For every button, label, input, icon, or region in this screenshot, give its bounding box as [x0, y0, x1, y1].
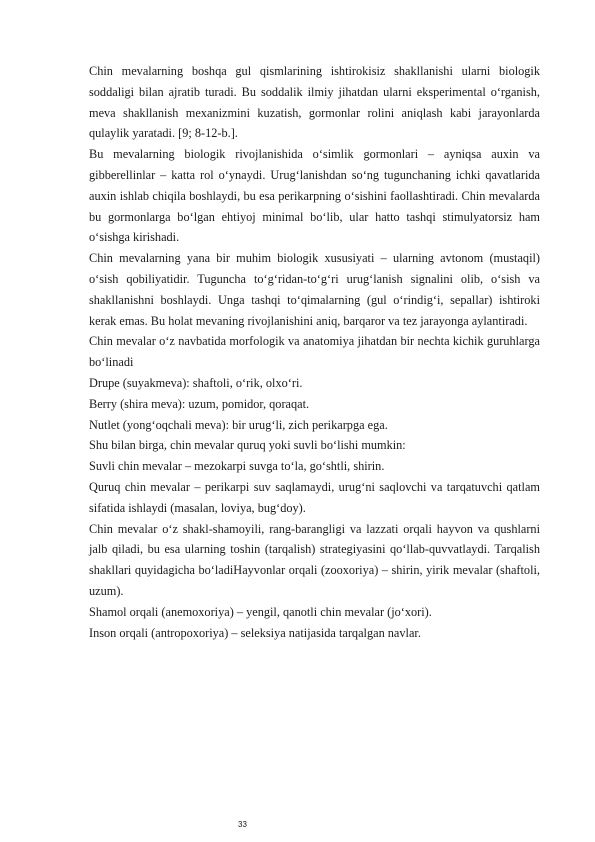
list-item-juicy: Suvli chin mevalar – mezokarpi suvga to‘la, go‘shtli, shirin.: [89, 459, 385, 474]
list-item-human: Inson orqali (antropoxoriya) – seleksiya natijasida tarqalgan navlar.: [89, 625, 421, 640]
paragraph-1: Chin mevalarning boshqa gul qismlarining ishtirokisiz shakllanishi ularni biologik soddaligi bilan ajratib turadi. Bu soddalik ilmiy jihatdan ularni eksperimental o‘rganish, meva shakllanish mexanizmini kuzatish, gormonlar rolini aniqlash kabi jarayonlarda qulaylik yaratadi. [9; 8-12-b.].: [89, 64, 540, 141]
paragraph-3: Chin mevalarning yana bir muhim biologik xususiyati – ularning avtonom (mustaqil) o‘sish qobiliyatidir. Tuguncha to‘g‘ridan-to‘g‘ri urug‘lanish signalini olib, o‘sish va shakllanishni boshlaydi. Unga tashqi to‘qimalarning (gul o‘rindig‘i, sepallar) ishtiroki kerak emas. Bu holat mevaning rivojlanishini aniq, barqaror va tez jarayonga aylantiradi.: [89, 251, 540, 328]
list-item-nutlet: Nutlet (yong‘oqchali meva): bir urug‘li, zich perikarpga ega.: [89, 417, 388, 432]
paragraph-2: Bu mevalarning biologik rivojlanishida o‘simlik gormonlari – ayniqsa auxin va gibberellinlar – katta rol o‘ynaydi. Urug‘lanishdan so‘ng tugunchaning ichki qavatlarida auxin ishlab chiqila boshlaydi, bu esa perikarpning o‘sishini faollashtiradi. Chin mevalarda bu gormonlarga bo‘lgan ehtiyoj minimal bo‘lib, ular hatto tashqi stimulyatorsiz ham o‘sishga kirishadi.: [89, 147, 540, 245]
page-number: 33: [238, 820, 247, 829]
list-item-wind: Shamol orqali (anemoxoriya) – yengil, qanotli chin mevalar (jo‘xori).: [89, 604, 432, 619]
page-body: [89, 61, 540, 643]
paragraph-dispersal: Chin mevalar o‘z shakl-shamoyili, rang-barangligi va lazzati orqali hayvon va qushlarni jalb qiladi, bu esa ularning toshin (tarqalish) strategiyasini qo‘llab-quvvatlaydi. Tarqalish shakllari quyidagicha bo‘ladiHayvonlar orqali (zooxoriya) – shirin, yirik mevalar (shaftoli, uzum).: [89, 521, 540, 598]
list-item-drupe: Drupe (suyakmeva): shaftoli, o‘rik, olxo‘ri.: [89, 375, 303, 390]
list-item-dry: Quruq chin mevalar – perikarpi suv saqlamaydi, urug‘ni saqlovchi va tarqatuvchi qatlam sifatida ishlaydi (masalan, loviya, bug‘doy).: [89, 479, 540, 515]
paragraph-dry-juicy-intro: Shu bilan birga, chin mevalar quruq yoki suvli bo‘lishi mumkin:: [89, 438, 406, 453]
list-item-berry: Berry (shira meva): uzum, pomidor, qoraqat.: [89, 396, 310, 411]
paragraph-4: Chin mevalar o‘z navbatida morfologik va anatomiya jihatdan bir nechta kichik guruhlarga bo‘linadi: [89, 334, 540, 370]
